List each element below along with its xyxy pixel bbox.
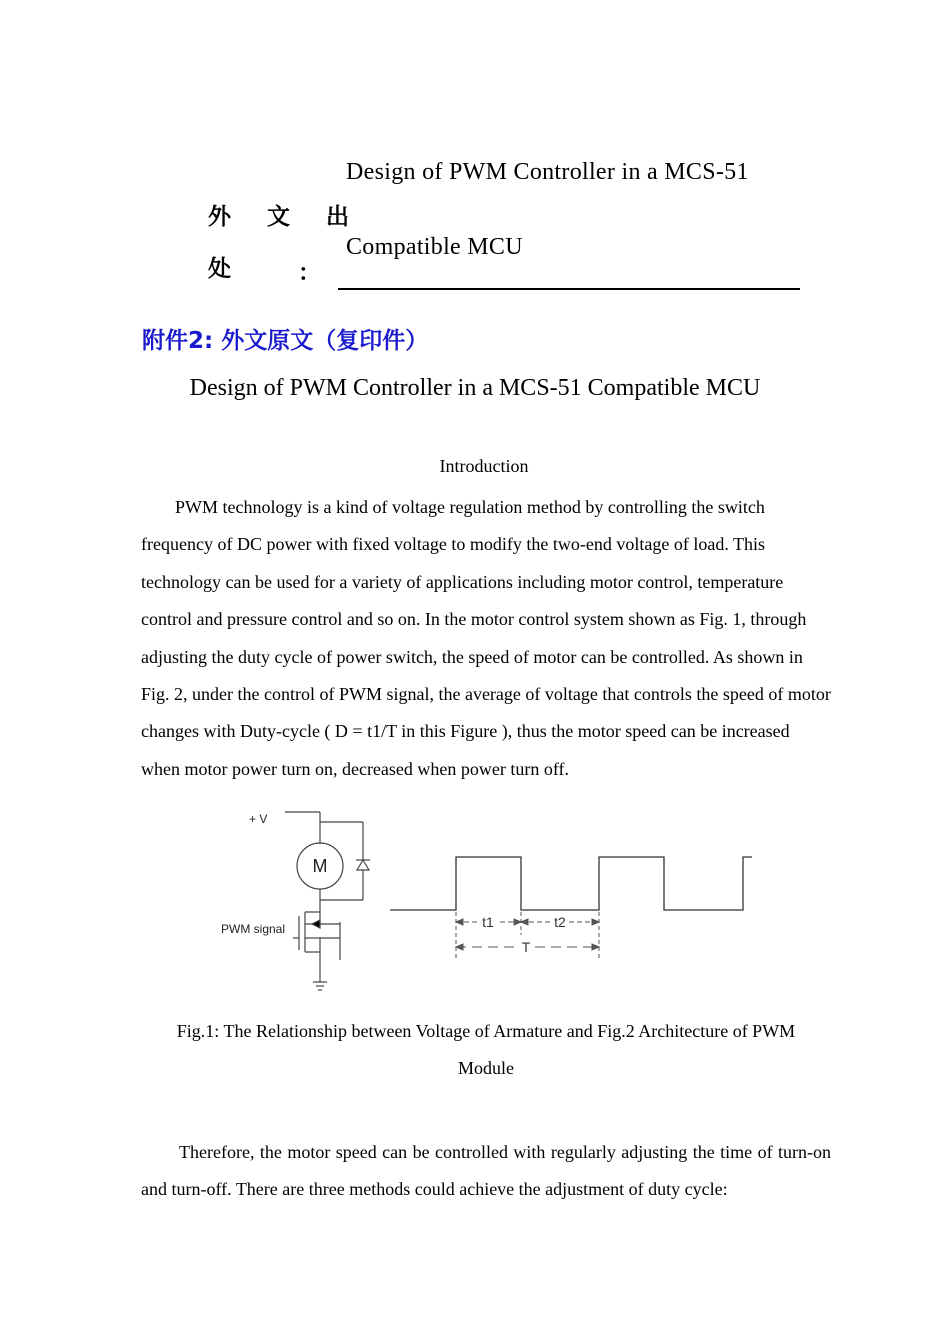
source-underline <box>338 288 800 290</box>
intro-paragraph-text: PWM technology is a kind of voltage regulation method by controlling the switch frequency of DC power with fixed voltage to modify the two-end voltage of load. This technology can be used for a variety of applications including motor control, temperature control and pressure control and so on. In the motor control system shown as Fig. 1, through adjusting the duty cycle of power switch, the speed of motor can be controlled. As shown in Fig. 2, under the control of PWM signal, the average of voltage that controls the speed of motor changes with Duty-cycle ( D = t1/T in this Figure ), thus the motor speed can be increased when motor power turn on, decreased when power turn off. <box>141 497 831 779</box>
attachment-heading: 附件2: 外文原文（复印件） <box>142 328 429 354</box>
voltage-label: + V <box>249 812 268 826</box>
motor-label: M <box>312 856 328 876</box>
caption-line1: Fig.1: The Relationship between Voltage of Armature and Fig.2 Architecture of PWM <box>176 1021 796 1041</box>
source-value-line2: Compatible MCU <box>346 234 523 260</box>
source-label: 外 文 出 <box>208 204 364 230</box>
source-label-colon: ： <box>298 260 321 286</box>
figure-caption <box>141 1013 831 1087</box>
source-label-char: 处 <box>208 256 231 282</box>
period-label: T <box>521 939 531 955</box>
intro-paragraph <box>141 489 831 788</box>
motor-circuit-diagram <box>285 812 370 990</box>
closing-paragraph <box>141 1134 831 1209</box>
paper-title: Design of PWM Controller in a MCS-51 Compatible MCU <box>189 375 761 401</box>
source-value-line1: Design of PWM Controller in a MCS-51 <box>346 159 749 185</box>
caption-line2: Module <box>458 1058 514 1078</box>
pwm-waveform <box>390 857 752 910</box>
t1-label: t1 <box>482 914 494 930</box>
closing-paragraph-text: Therefore, the motor speed can be controlled with regularly adjusting the time of turn-on and turn-off. There are three methods could achieve the adjustment of duty cycle: <box>141 1142 831 1200</box>
t2-label: t2 <box>554 914 566 930</box>
section-heading: Introduction <box>439 456 529 476</box>
figure-diagrams <box>215 800 775 1000</box>
pwm-signal-label: PWM signal <box>221 922 286 936</box>
